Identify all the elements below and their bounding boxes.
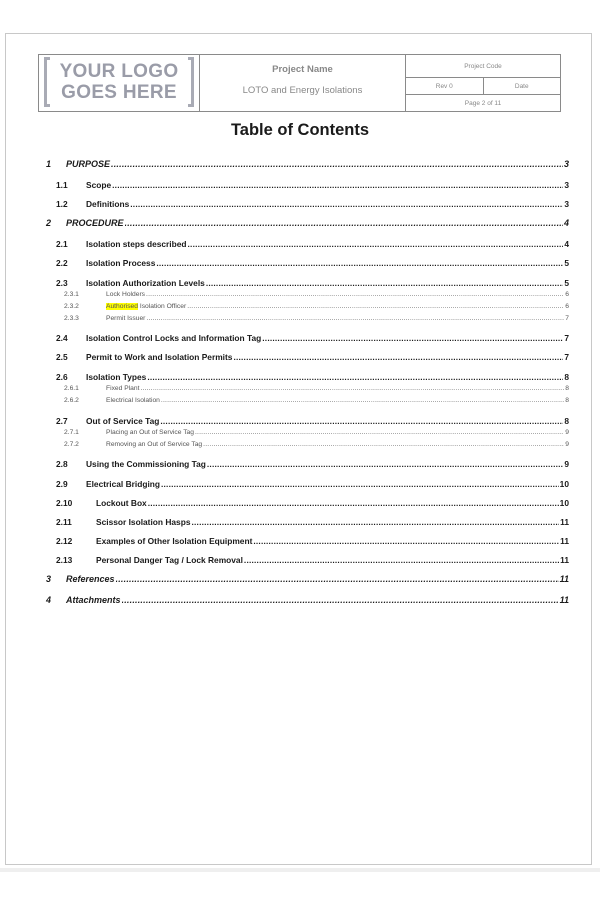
toc-label: Lockout Box [96, 498, 147, 508]
toc-number: 2.10 [56, 498, 73, 508]
dot-leader [156, 258, 563, 268]
toc-number: 2.4 [56, 333, 68, 343]
dot-leader [146, 291, 564, 298]
toc-number: 2.8 [56, 459, 68, 469]
page-title: Table of Contents [230, 121, 370, 139]
toc-page: 8 [564, 372, 569, 382]
toc-entry-2-13[interactable] [56, 555, 569, 565]
toc-label: Fixed Plant [106, 385, 140, 392]
toc-page: 11 [559, 595, 569, 605]
toc-entry-2-6-2[interactable] [64, 397, 569, 404]
dot-leader [116, 574, 559, 584]
logo-text [39, 61, 199, 103]
toc-number: 2.6.2 [64, 397, 79, 404]
toc-entry-2-11[interactable] [56, 517, 569, 527]
toc-page: 10 [559, 498, 569, 508]
toc-number: 2.7.2 [64, 441, 79, 448]
toc-label: References [66, 574, 115, 584]
toc-label: Isolation Process [86, 258, 156, 268]
dot-leader [262, 333, 563, 343]
toc-entry-1-1[interactable] [56, 180, 569, 190]
project-cell [200, 55, 406, 111]
toc-number: 2.3.1 [64, 291, 79, 298]
toc-page: 11 [560, 555, 569, 565]
dot-leader [112, 180, 563, 190]
toc-number: 3 [46, 574, 52, 584]
toc-page: 9 [565, 441, 569, 448]
dot-leader [147, 372, 563, 382]
toc-entry-2-7-2[interactable] [64, 441, 569, 448]
toc-entry-2-6-1[interactable] [64, 385, 569, 392]
logo-placeholder [39, 55, 200, 111]
revision: Rev 0 [406, 78, 484, 94]
toc-entry-1[interactable] [46, 159, 569, 169]
toc-number: 4 [46, 595, 52, 605]
toc-page: 3 [564, 199, 569, 209]
toc-number: 2.9 [56, 479, 68, 489]
toc-label: Examples of Other Isolation Equipment [96, 536, 253, 546]
toc-entry-2-2[interactable] [56, 258, 569, 268]
toc-label: Placing an Out of Service Tag [106, 429, 194, 436]
dot-leader [192, 517, 560, 527]
dot-leader [160, 416, 563, 426]
toc-label: Personal Danger Tag / Lock Removal [96, 555, 243, 565]
toc-entry-3[interactable] [46, 574, 569, 584]
toc-label: Lock Holders [106, 291, 146, 298]
dot-leader [161, 479, 559, 489]
dot-leader [233, 352, 563, 362]
toc-page: 11 [559, 574, 569, 584]
toc-label: Permit Issuer [106, 315, 146, 322]
toc-number: 2.6 [56, 372, 68, 382]
toc-number: 2.13 [56, 555, 73, 565]
toc-entry-2-3[interactable] [56, 278, 569, 288]
document-page [5, 33, 592, 865]
dot-leader [188, 239, 564, 249]
toc-label: Definitions [86, 199, 130, 209]
toc-entry-2-6[interactable] [56, 372, 569, 382]
project-name: Project Name [272, 64, 333, 75]
toc-label: Removing an Out of Service Tag [106, 441, 203, 448]
toc-number: 1.1 [56, 180, 68, 190]
logo-line-1: YOUR LOGO [59, 61, 179, 82]
toc-entry-2-12[interactable] [56, 536, 569, 546]
toc-entry-2-4[interactable] [56, 333, 569, 343]
toc-label: Isolation Control Locks and Information Tag [86, 333, 262, 343]
dot-leader [148, 498, 559, 508]
project-code: Project Code [406, 55, 560, 78]
toc-page: 3 [563, 159, 569, 169]
toc-number: 2.2 [56, 258, 68, 268]
toc-page: 11 [560, 536, 569, 546]
dot-leader [125, 218, 563, 228]
toc-entry-2-8[interactable] [56, 459, 569, 469]
dot-leader [146, 315, 564, 322]
dot-leader [130, 199, 563, 209]
dot-leader [111, 159, 563, 169]
meta-cell [406, 55, 560, 111]
toc-page: 7 [565, 315, 569, 322]
document-title: LOTO and Energy Isolations [242, 85, 363, 96]
dot-leader [122, 595, 559, 605]
toc-page: 5 [564, 258, 569, 268]
toc-entry-2-10[interactable] [56, 498, 569, 508]
toc-label: Scissor Isolation Hasps [96, 517, 191, 527]
toc-label: PURPOSE [66, 159, 111, 169]
toc-number: 2.7 [56, 416, 68, 426]
toc-label: Isolation steps described [86, 239, 187, 249]
toc-page: 7 [564, 352, 569, 362]
toc-entry-2-7-1[interactable] [64, 429, 569, 436]
toc-entry-2-3-2[interactable] [64, 303, 569, 310]
dot-leader [207, 459, 563, 469]
date: Date [514, 82, 529, 90]
dot-leader [161, 397, 564, 404]
toc-page: 5 [564, 278, 569, 288]
toc-number: 2.6.1 [64, 385, 79, 392]
toc-entry-4[interactable] [46, 595, 569, 605]
toc-label: Electrical Isolation [106, 397, 160, 404]
dot-leader [253, 536, 559, 546]
toc-page: 9 [564, 459, 569, 469]
toc-number: 2.5 [56, 352, 68, 362]
toc-page: 10 [559, 479, 569, 489]
toc-label: Out of Service Tag [86, 416, 160, 426]
toc-label: Permit to Work and Isolation Permits [86, 352, 233, 362]
toc-page: 6 [565, 291, 569, 298]
toc-number: 2.12 [56, 536, 73, 546]
dot-leader [203, 441, 564, 448]
toc-number: 1 [46, 159, 52, 169]
dot-leader [206, 278, 564, 288]
dot-leader [244, 555, 559, 565]
toc-label: Electrical Bridging [86, 479, 160, 489]
highlighted-word: Authorised [106, 303, 138, 310]
toc-entry-2-3-1[interactable] [64, 291, 569, 298]
toc-page: 6 [565, 303, 569, 310]
toc-label: Using the Commissioning Tag [86, 459, 206, 469]
toc-entry-2-5[interactable] [56, 352, 569, 362]
toc-number: 2.11 [56, 517, 72, 527]
toc-label: PROCEDURE [66, 218, 124, 228]
toc-label-rest: Isolation Officer [137, 303, 187, 310]
toc-page: 8 [564, 416, 569, 426]
toc-page: 3 [564, 180, 569, 190]
dot-leader [195, 429, 564, 436]
toc-entry-1-2[interactable] [56, 199, 569, 209]
toc-number: 1.2 [56, 199, 68, 209]
toc-entry-2[interactable] [46, 218, 569, 228]
toc-page: 8 [565, 397, 569, 404]
toc-entry-2-1[interactable] [56, 239, 569, 249]
toc-page: 8 [565, 385, 569, 392]
toc-entry-2-9[interactable] [56, 479, 569, 489]
toc-number: 2.3.2 [64, 303, 79, 310]
toc-number: 2.3 [56, 278, 68, 288]
toc-entry-2-7[interactable] [56, 416, 569, 426]
toc-page: 7 [564, 333, 569, 343]
toc-number: 2.3.3 [64, 315, 79, 322]
toc-label: Isolation Types [86, 372, 147, 382]
toc-page: 9 [565, 429, 569, 436]
page-number: Page 2 of 11 [464, 99, 502, 107]
logo-line-2: GOES HERE [61, 82, 177, 103]
page-shadow [0, 868, 600, 872]
document-header-table [38, 54, 561, 112]
toc-page: 4 [563, 218, 569, 228]
toc-entry-2-3-3[interactable] [64, 315, 569, 322]
toc-label: Scope [86, 180, 112, 190]
toc-label: Isolation Authorization Levels [86, 278, 205, 288]
toc-label: Attachments [66, 595, 121, 605]
toc-number: 2.1 [56, 239, 68, 249]
toc-page: 11 [560, 517, 569, 527]
toc-label [106, 303, 186, 310]
toc-number: 2 [46, 218, 52, 228]
dot-leader [140, 385, 564, 392]
dot-leader [187, 303, 564, 310]
toc-number: 2.7.1 [64, 429, 79, 436]
toc-page: 4 [564, 239, 569, 249]
